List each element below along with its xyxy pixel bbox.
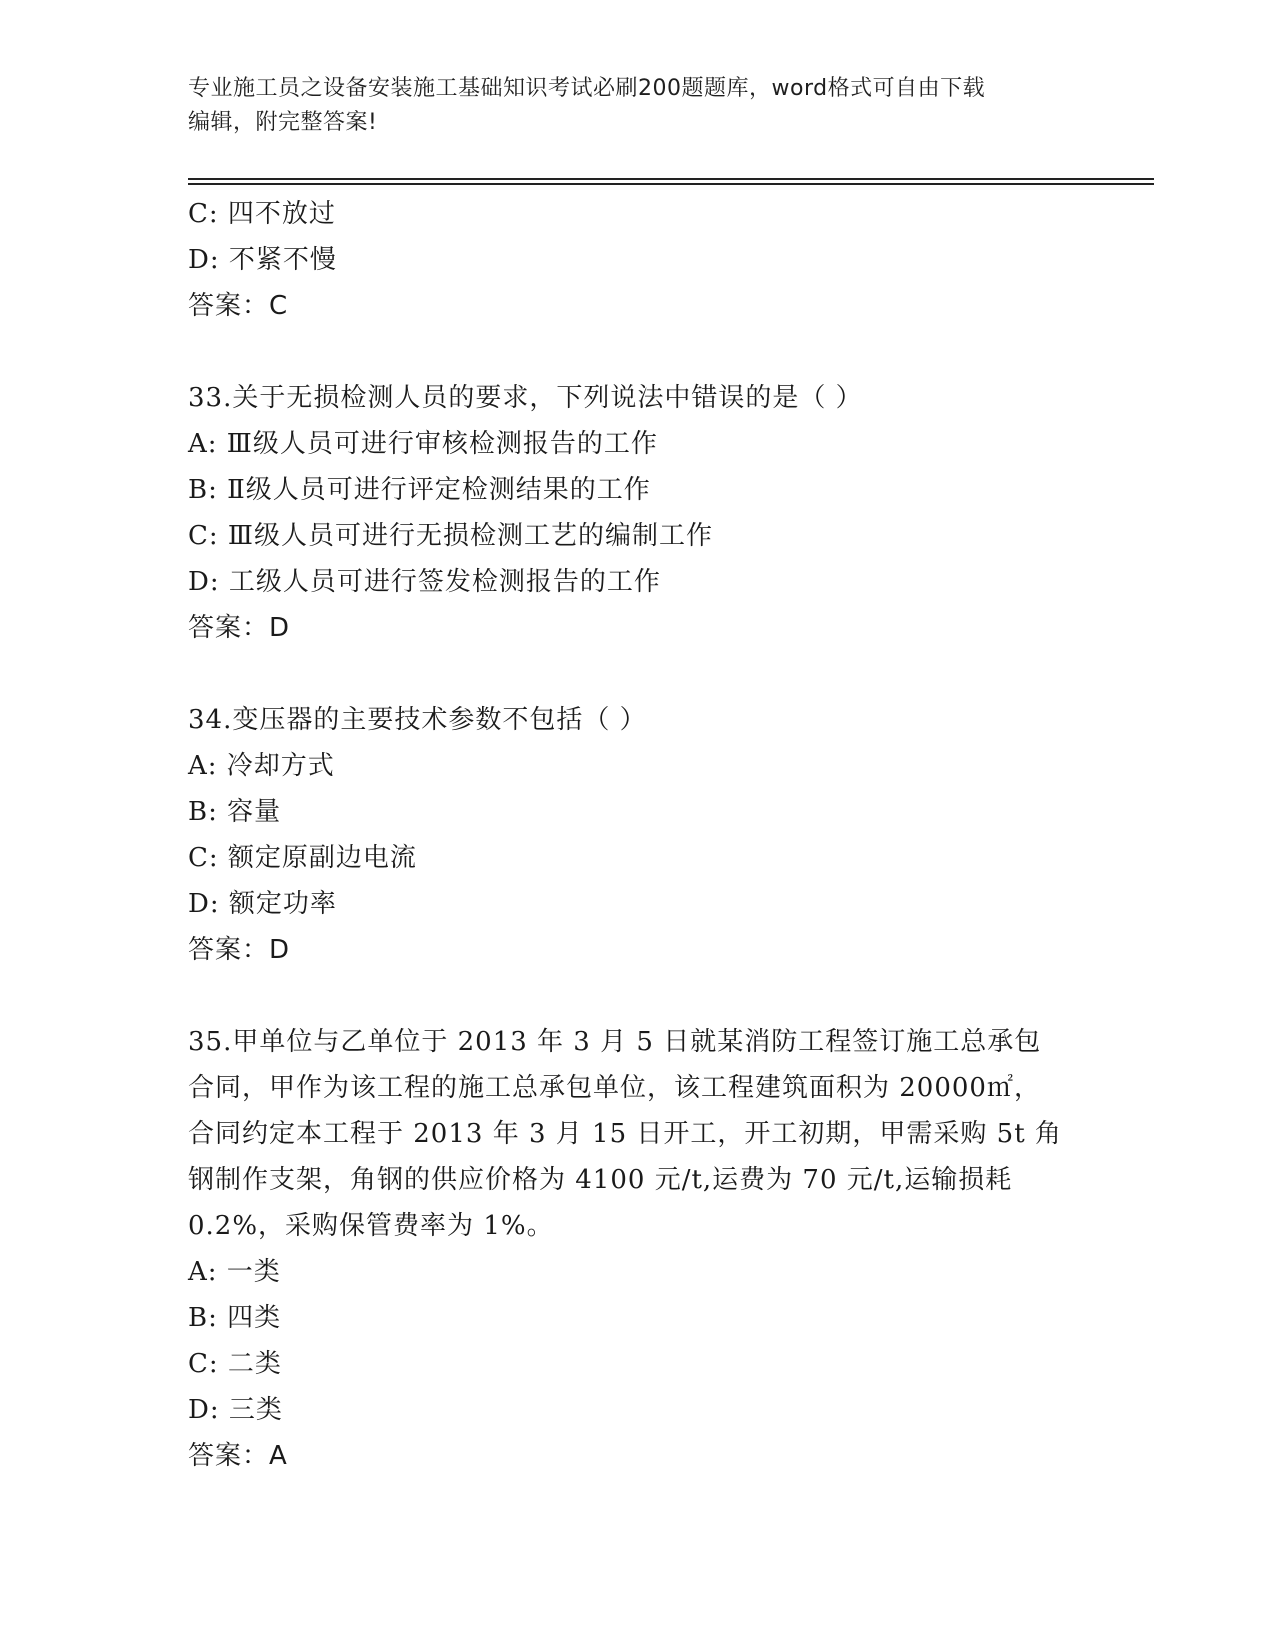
spacer [188, 329, 1088, 375]
option-b: B: 四类 [188, 1303, 282, 1333]
answer-line: 答案：D [188, 935, 291, 965]
option-c: C: 额定原副边电流 [188, 843, 417, 873]
option-a: A: Ⅲ级人员可进行审核检测报告的工作 [188, 429, 658, 459]
question-text: 34.变压器的主要技术参数不包括（ ） [188, 705, 647, 735]
question-text-line-1: 35.甲单位与乙单位于 2013 年 3 月 5 日就某消防工程签订施工总承包 [188, 1027, 1042, 1057]
question-34 [188, 697, 1088, 973]
option-a: A: 一类 [188, 1257, 281, 1287]
option-c: C: 四不放过 [188, 199, 336, 229]
spacer [188, 651, 1088, 697]
answer-line: 答案：D [188, 613, 291, 643]
option-c: C: Ⅲ级人员可进行无损检测工艺的编制工作 [188, 521, 713, 551]
option-d: D: 额定功率 [188, 889, 337, 919]
question-list [188, 191, 1088, 1479]
header-title-line-1: 专业施工员之设备安装施工基础知识考试必刷200题题库，word格式可自由下载 [188, 76, 986, 101]
header-title-line-2: 编辑，附完整答案! [188, 110, 378, 135]
header-divider-top [188, 178, 1154, 180]
document-header [188, 72, 1078, 140]
question-text-line-5: 0.2%，采购保管费率为 1%。 [188, 1211, 554, 1241]
question-text-line-4: 钢制作支架，角钢的供应价格为 4100 元/t,运费为 70 元/t,运输损耗 [188, 1165, 1013, 1195]
spacer [188, 973, 1088, 1019]
question-text-line-3: 合同约定本工程于 2013 年 3 月 15 日开工，开工初期，甲需采购 5t 角 [188, 1119, 1062, 1149]
answer-line: 答案：C [188, 291, 289, 321]
option-d: D: 不紧不慢 [188, 245, 337, 275]
option-a: A: 冷却方式 [188, 751, 335, 781]
question-text: 33.关于无损检测人员的要求，下列说法中错误的是（ ） [188, 383, 863, 413]
option-b: B: Ⅱ级人员可进行评定检测结果的工作 [188, 475, 651, 505]
answer-line: 答案：A [188, 1441, 288, 1471]
option-b: B: 容量 [188, 797, 282, 827]
question-32-tail [188, 191, 1088, 329]
option-d: D: 三类 [188, 1395, 283, 1425]
question-text-line-2: 合同，甲作为该工程的施工总承包单位，该工程建筑面积为 20000㎡， [188, 1073, 1041, 1103]
question-33 [188, 375, 1088, 651]
option-c: C: 二类 [188, 1349, 282, 1379]
header-divider-bottom [188, 183, 1154, 185]
option-d: D: 工级人员可进行签发检测报告的工作 [188, 567, 661, 597]
question-35 [188, 1019, 1088, 1479]
